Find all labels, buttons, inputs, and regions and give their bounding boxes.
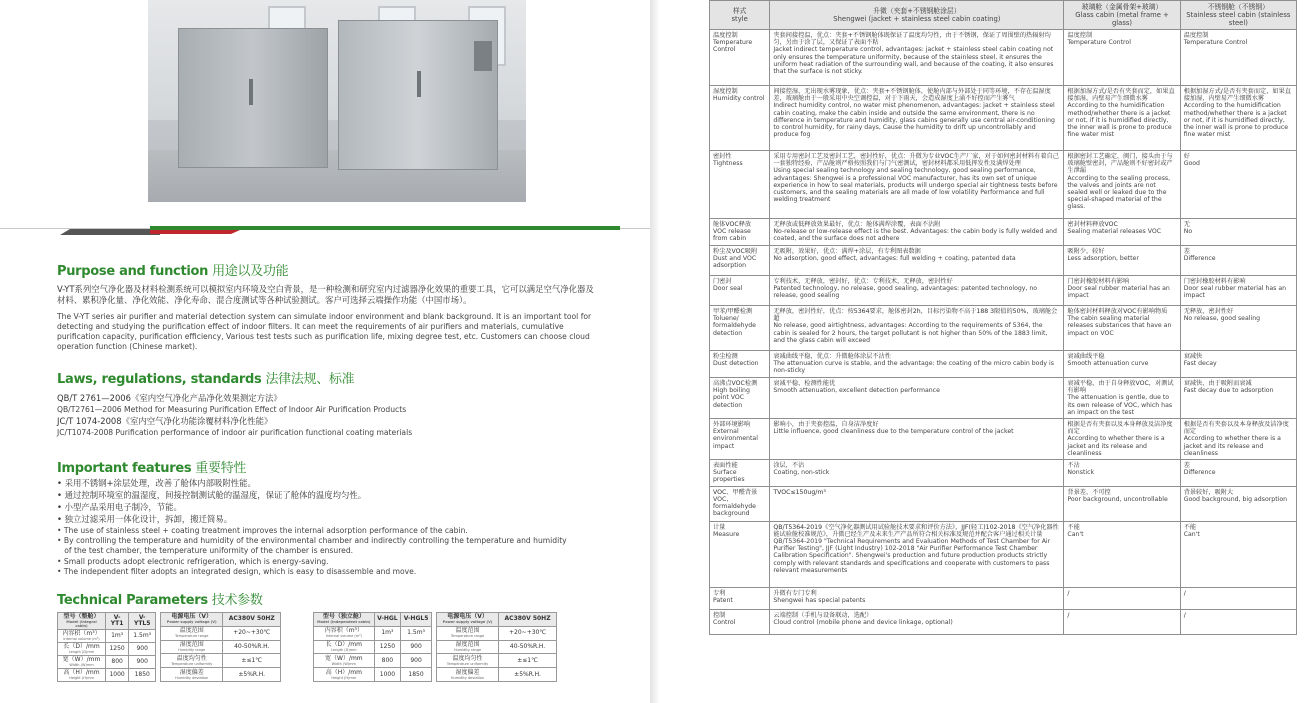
row-stainless-cell: 衰减快，由于吸附而衰减 Fast decay due to adsorption bbox=[1180, 378, 1296, 419]
row-style-cell: 表面性能 Surface properties bbox=[710, 460, 770, 487]
table-cell: 1.5m³ bbox=[129, 630, 156, 643]
row-glass-cell: 背景差，不可控 Poor background, uncontrollable bbox=[1064, 486, 1180, 521]
features-title-zh: 重要特性 bbox=[195, 461, 247, 476]
row-style-cell: 粉尘检测 Dust detection bbox=[710, 351, 770, 378]
table-cell: 长（D）/mm Length (D)mm bbox=[58, 643, 106, 656]
row-style-cell: 甲苯/甲醛检测 Toluene/ formaldehyde detection bbox=[710, 306, 770, 351]
table-row bbox=[58, 630, 156, 643]
laws-title-zh: 法律法规、标准 bbox=[265, 372, 355, 387]
table-row bbox=[710, 30, 1297, 86]
table-cell: ±5%R.H. bbox=[499, 668, 557, 682]
table-row bbox=[710, 86, 1297, 151]
photo-chamber-left bbox=[178, 28, 328, 168]
table-row bbox=[58, 643, 156, 656]
table-cell: 湿度范围 Humidity range bbox=[161, 640, 223, 654]
table-cell: 温度范围 Temperature range bbox=[437, 626, 499, 640]
row-stainless-cell: 差 Difference bbox=[1180, 460, 1296, 487]
table-cell: 800 bbox=[106, 656, 129, 669]
row-glass-cell: 根据密封工艺确定，阀门，接头由于与玻璃舱壁密封，产品舱则不好密封或产生泄漏 According to the sealing process, the valves and joints are not sealed well or leaked due to the special-shaped material of the glass. bbox=[1064, 151, 1180, 219]
table-cell: 900 bbox=[129, 643, 156, 656]
row-shengwei-cell: 无释放，密封性好，优点：按5364要求，舱体密封2h，目标污染物不高于188 3限值的50%，玻璃舱会超 No release, good airtightness, advantages: According to the requirements of 5364, the cabin is sealed for 2 hours, the target pollutant is not higher than 50% of the 1883 limit, and the glass cabin will exceed bbox=[770, 306, 1064, 351]
table-row bbox=[58, 656, 156, 669]
row-glass-cell: 温度控制 Temperature Control bbox=[1064, 30, 1180, 86]
features-title-en: Important features bbox=[57, 461, 192, 476]
purpose-title-en: Purpose and function bbox=[57, 264, 209, 279]
row-stainless-cell: / bbox=[1180, 587, 1296, 609]
laws-line: JC/T 1074-2008《室内空气净化功能涂覆材料净化性能》 bbox=[57, 416, 273, 426]
table-cell: 1m³ bbox=[106, 630, 129, 643]
row-style-cell: 湿度控制 Humidity control bbox=[710, 86, 770, 151]
laws-line: QB/T 2761—2006《室内空气净化产品净化效果测定方法》 bbox=[57, 393, 282, 403]
table-row bbox=[437, 668, 557, 682]
table-row bbox=[710, 609, 1297, 634]
header-shengwei: 升微（夹套+不锈钢舱涂层） Shengwei (jacket + stainless steel cabin coating) bbox=[770, 1, 1064, 30]
table-row bbox=[710, 246, 1297, 276]
table-cell: 电源电压（V） Power supply voltage (V) bbox=[161, 613, 223, 627]
row-shengwei-cell: 夹套间接控温，优点：夹套+不锈钢舱体既保证了温度均匀性，由于不锈钢，保证了周围壁的热辐射均匀，另由于涂了层，又保证了表面不粘 Jacket indirect temperature control, advantages: jacket + stainless steel cabin coating not only ensures the temperature uniformity, because of the stainless steel, it ensures the uniform heat radiation of the surrounding wall, and because of the coating, it also ensures that the surface is not sticky. bbox=[770, 30, 1064, 86]
row-glass-cell: 门密封橡胶材料有影响 Door seal rubber material has an impact bbox=[1064, 276, 1180, 306]
table-cell: ±5%R.H. bbox=[223, 668, 281, 682]
table-cell: 40-50%R.H. bbox=[499, 640, 557, 654]
params-title-en: Technical Parameters bbox=[57, 593, 208, 608]
row-glass-cell: 不能 Can't bbox=[1064, 521, 1180, 587]
params-table-env-independent bbox=[436, 612, 557, 682]
row-stainless-cell: 温度控制 Temperature Control bbox=[1180, 30, 1296, 86]
row-glass-cell: / bbox=[1064, 609, 1180, 634]
table-cell: 1850 bbox=[129, 669, 156, 682]
table-cell: AC380V 50HZ bbox=[223, 613, 281, 627]
strip-red bbox=[150, 230, 240, 234]
laws-title bbox=[57, 368, 354, 387]
table-cell: 温度均匀性 Temperature uniformity bbox=[161, 654, 223, 668]
comparison-table-body bbox=[710, 30, 1297, 635]
table-cell: 湿度偏差 Humidity deviation bbox=[161, 668, 223, 682]
table-cell: +20~+30℃ bbox=[223, 626, 281, 640]
table-cell: 湿度偏差 Humidity deviation bbox=[437, 668, 499, 682]
photo-control-panel bbox=[474, 41, 492, 71]
row-shengwei-cell: 采用专用密封工艺及密封工艺，密封性好，优点：升微为专业VOC生产厂家，对于如何密封材料有着自己一套独特经验，产品舱则严格按照我们与门气密测试，密封材料都采用低挥发性及满焊处理 Using special sealing technology and sealing technology, good sealing performance, advantages: Shengwei is a professional VOC manufacturer, has its own set of unique experience in how to seal materials, products will undergo special air tightness tests before customers, and the sealing materials are all made of low volatility Performance and full welding treatment bbox=[770, 151, 1064, 219]
row-stainless-cell: 衰减快 Fast decay bbox=[1180, 351, 1296, 378]
table-cell: 宽（W）/mm Width (W)mm bbox=[58, 656, 106, 669]
table-row bbox=[313, 640, 431, 654]
row-glass-cell: / bbox=[1064, 587, 1180, 609]
row-glass-cell: 根据加湿方式/是否有夹套而定，如果直接加湿，内壁易产生细微水雾 According to the humidification method/whether there is a jacket or not, if it is humidified directly, the inner wall is prone to produce fine water mist bbox=[1064, 86, 1180, 151]
params-spacer bbox=[285, 612, 309, 682]
row-style-cell: 外部环境影响 External environmental impact bbox=[710, 419, 770, 460]
table-cell: V-YT1 bbox=[106, 613, 129, 630]
right-page bbox=[655, 0, 1305, 703]
table-row bbox=[161, 613, 281, 627]
table-cell: 1.5m³ bbox=[401, 626, 432, 640]
table-row bbox=[437, 613, 557, 627]
table-cell: 型号（整舱） Model (Integral cabin) bbox=[58, 613, 106, 630]
row-shengwei-cell: 无释放或低释放效果最好，优点：舱体满焊涂覆，表面不沾附 No-release or low-release effect is the best. Advantages: the cabin body is fully welded and coated, and the surface does not adhere bbox=[770, 219, 1064, 246]
row-glass-cell: 不沾 Nonstick bbox=[1064, 460, 1180, 487]
table-cell: 宽（W）/mm Width (W)mm bbox=[313, 654, 374, 668]
row-shengwei-cell: 涂层，不沾 Coating, non-stick bbox=[770, 460, 1064, 487]
feature-line: • 小型产品采用电子制冷，节能。 bbox=[57, 502, 182, 512]
table-cell: 1850 bbox=[401, 668, 432, 682]
table-cell: 温度范围 Temperature range bbox=[161, 626, 223, 640]
row-shengwei-cell: 衰减曲线平稳，优点：升微舱体涂层不沾性 The attenuation curve is stable, and the advantage: the coating of the micro cabin body is non-sticky bbox=[770, 351, 1064, 378]
table-cell: 40-50%R.H. bbox=[223, 640, 281, 654]
feature-line: • The use of stainless steel + coating treatment improves the internal adsorption performance of the cabin. bbox=[57, 526, 468, 535]
row-stainless-cell: 差 Difference bbox=[1180, 246, 1296, 276]
table-row bbox=[437, 640, 557, 654]
table-cell: 900 bbox=[129, 656, 156, 669]
feature-line: of the test chamber, the temperature uniformity of the chamber is ensured. bbox=[57, 546, 354, 555]
table-row bbox=[161, 668, 281, 682]
row-glass-cell: 吸附少，较好 Less adsorption, better bbox=[1064, 246, 1180, 276]
table-row bbox=[313, 654, 431, 668]
row-shengwei-cell: 专利技术，无释放，密封好，优点：专利技术，无释放，密封性好 Patented technology, no release, good sealing, advantages: patented technology, no release, good sealing bbox=[770, 276, 1064, 306]
row-glass-cell: 根据是否有夹套以及本身释放及洁净度而定 According to whether there is a jacket and its release and cleanliness bbox=[1064, 419, 1180, 460]
table-row bbox=[710, 378, 1297, 419]
row-style-cell: 密封性 Tightness bbox=[710, 151, 770, 219]
params-tables bbox=[57, 612, 557, 682]
row-stainless-cell: 无释放，密封性好 No release, good sealing bbox=[1180, 306, 1296, 351]
table-cell: 温度均匀性 Temperature uniformity bbox=[437, 654, 499, 668]
table-row bbox=[710, 460, 1297, 487]
table-cell: 1000 bbox=[106, 669, 129, 682]
row-style-cell: 控制 Control bbox=[710, 609, 770, 634]
table-cell: 1000 bbox=[374, 668, 400, 682]
row-stainless-cell: 无 No bbox=[1180, 219, 1296, 246]
row-style-cell: 专利 Patent bbox=[710, 587, 770, 609]
table-cell: V-YTL5 bbox=[129, 613, 156, 630]
row-shengwei-cell: 无吸附，效果好，优点：满焊+涂层，有专利图表数据 No adsorption, good effect, advantages: full welding + coating, patented data bbox=[770, 246, 1064, 276]
row-style-cell: 门密封 Door seal bbox=[710, 276, 770, 306]
header-stainless-cabin: 不锈钢舱（不锈钢） Stainless steel cabin (stainless steel) bbox=[1180, 1, 1296, 30]
table-row bbox=[437, 654, 557, 668]
table-cell: 内容积（m³） Internal volume (m³) bbox=[58, 630, 106, 643]
row-glass-cell: 衰减曲线平稳 Smooth attenuation curve bbox=[1064, 351, 1180, 378]
row-style-cell: 计量 Measure bbox=[710, 521, 770, 587]
table-cell: V-HGL bbox=[374, 613, 400, 627]
row-shengwei-cell: TVOC≤150ug/m³ bbox=[770, 486, 1064, 521]
table-cell: 1m³ bbox=[374, 626, 400, 640]
feature-line: • By controlling the temperature and humidity of the environmental chamber and indirectly controlling the temperature and humidity bbox=[57, 536, 567, 545]
row-stainless-cell: / bbox=[1180, 609, 1296, 634]
table-cell: 900 bbox=[401, 640, 432, 654]
row-shengwei-cell: 衰减平稳，检测性能优 Smooth attenuation, excellent detection performance bbox=[770, 378, 1064, 419]
table-cell: 高（H）/mm Height (H)mm bbox=[313, 668, 374, 682]
row-style-cell: VOC、甲醛背景 VOC, formaldehyde background bbox=[710, 486, 770, 521]
params-title-zh: 技术参数 bbox=[211, 593, 263, 608]
table-row bbox=[710, 276, 1297, 306]
table-row bbox=[313, 626, 431, 640]
params-table-integral bbox=[57, 612, 156, 682]
params-title bbox=[57, 589, 263, 608]
photo-handle bbox=[249, 79, 253, 105]
purpose-body-zh: V-YT系列空气净化器及材料检测系统可以模拟室内环境及空白背景，是一种检测和研究室内过滤器净化效果的重要工具，它可以满足空气净化器及材料、累积净化量、净化效能、净化寿命、混合度测试等各种试验测试。客户可选择云端操作功能（中国市场）。 bbox=[57, 284, 594, 305]
row-style-cell: 舱体VOC释放 VOC release from cabin bbox=[710, 219, 770, 246]
table-cell: ±≤1℃ bbox=[223, 654, 281, 668]
table-cell: 800 bbox=[374, 654, 400, 668]
purpose-title bbox=[57, 260, 288, 279]
table-row bbox=[161, 626, 281, 640]
table-cell: 长（D）/mm Length (D)mm bbox=[313, 640, 374, 654]
table-row bbox=[710, 587, 1297, 609]
table-cell: 1250 bbox=[106, 643, 129, 656]
row-shengwei-cell: QB/T5364-2019《空气净化器测试用试验舱技术要求和评价方法》，JJF(轻工)102-2018《空气净化器性能试验舱校准规范》，升微已经生产及未来生产产品所符合相关标准及规范并配合客户通过相关计量 QB/T5364-2019 "Technical Requirements and Evaluation Methods of Test Chamber for Air Purifier Testing", JJF (Light Industry) 102-2018 "Air Purifier Performance Test Chamber Calibration Specification". Shengwei's production and future production products strictly comply with relevant standards and specifications and cooperate with customers to pass relevant measurements bbox=[770, 521, 1064, 587]
table-row bbox=[313, 668, 431, 682]
table-row bbox=[710, 521, 1297, 587]
row-glass-cell: 舱体密封材料释放对VOC有影响物质 The cabin sealing material releases substances that have an impact on VOC bbox=[1064, 306, 1180, 351]
laws-line: QB/T2761—2006 Method for Measuring Purification Effect of Indoor Air Purification Products bbox=[57, 405, 407, 414]
feature-line: • 采用不锈钢+涂层处理，改善了舱体内部吸附性能。 bbox=[57, 478, 256, 488]
strip-green bbox=[150, 226, 620, 230]
row-shengwei-cell: 间接控湿，无出现水雾现象，优点：夹套+不锈钢舱体，使舱内部与外部处于同等环境，不存在温湿度差，玻璃舱由于一般采用中央空调控温，对于下雨天，会造成湿度上涌不好控而产生雾气 Indirect humidity control, no water mist phenomenon, advantages: jacket + stainless steel cabin coating, make the cabin inside and outside the same environment, there is no difference in temperature and humidity, glass cabins generally use central air-conditioning to control humidity, for rainy days, Cause the humidity to drift up uncontrollably and produce fog bbox=[770, 86, 1064, 151]
strip-dark bbox=[60, 229, 160, 235]
laws-line: JC/T1074-2008 Purification performance of indoor air purification functional coating materials bbox=[57, 428, 413, 437]
row-style-cell: 粉尘及VOC吸附 Dust and VOC adsorption bbox=[710, 246, 770, 276]
feature-line: • The independent filter adopts an integrated design, which is easy to disassemble and move. bbox=[57, 567, 417, 576]
photo-chamber-right bbox=[338, 20, 498, 170]
table-cell: 高（H）/mm Height (H)mm bbox=[58, 669, 106, 682]
table-cell: ±≤1℃ bbox=[499, 654, 557, 668]
photo-handle bbox=[417, 71, 421, 97]
table-row bbox=[437, 626, 557, 640]
table-row bbox=[710, 419, 1297, 460]
features-title bbox=[57, 457, 246, 476]
row-stainless-cell: 背景较好，吸附大 Good background, big adsorption bbox=[1180, 486, 1296, 521]
row-style-cell: 高沸点VOC检测 High boiling point VOC detection bbox=[710, 378, 770, 419]
table-cell: V-HGL5 bbox=[401, 613, 432, 627]
row-stainless-cell: 不能 Can't bbox=[1180, 521, 1296, 587]
row-stainless-cell: 门密封橡胶材料有影响 Door seal rubber material has an impact bbox=[1180, 276, 1296, 306]
table-row bbox=[710, 219, 1297, 246]
table-cell: 1250 bbox=[374, 640, 400, 654]
table-cell: 900 bbox=[401, 654, 432, 668]
params-table-env-integral bbox=[160, 612, 281, 682]
row-stainless-cell: 根据加湿方式/是否有夹套而定，如果直接加湿，内壁易产生细微水雾 According to the humidification method/whether there is a jacket or not, if it is humidified directly, the inner wall is prone to produce fine water mist bbox=[1180, 86, 1296, 151]
row-stainless-cell: 根据是否有夹套以及本身释放及洁净度而定 According to whether there is a jacket and its release and cleanliness bbox=[1180, 419, 1296, 460]
purpose-title-zh: 用途以及功能 bbox=[212, 264, 289, 279]
row-style-cell: 温度控制 Temperature Control bbox=[710, 30, 770, 86]
chamber-photo bbox=[148, 0, 526, 202]
table-cell: AC380V 50HZ bbox=[499, 613, 557, 627]
row-shengwei-cell: 影响小，由于夹套控温，自身洁净度好 Little influence, good cleanliness due to the temperature control of the jacket bbox=[770, 419, 1064, 460]
table-row bbox=[313, 613, 431, 627]
row-shengwei-cell: 升微有专门专利 Shengwei has special patents bbox=[770, 587, 1064, 609]
table-cell: 湿度范围 Humidity range bbox=[437, 640, 499, 654]
table-row bbox=[710, 306, 1297, 351]
table-cell: +20~+30℃ bbox=[499, 626, 557, 640]
table-row bbox=[710, 151, 1297, 219]
table-row bbox=[161, 654, 281, 668]
params-table-independent bbox=[313, 612, 432, 682]
header-style: 样式 style bbox=[710, 1, 770, 30]
table-cell: 电源电压（V） Power supply voltage (V) bbox=[437, 613, 499, 627]
page-gutter bbox=[650, 0, 660, 703]
table-row bbox=[161, 640, 281, 654]
table-cell: 内容积（m³） Internal volume (m³) bbox=[313, 626, 374, 640]
table-cell: 型号（独立舱） Model (Independent cabin) bbox=[313, 613, 374, 627]
row-shengwei-cell: 云端控制（手机与设备联动，选配） Cloud control (mobile phone and device linkage, optional) bbox=[770, 609, 1064, 634]
comparison-table bbox=[709, 0, 1297, 635]
laws-title-en: Laws, regulations, standards bbox=[57, 372, 262, 387]
header-glass-cabin: 玻璃舱（金属骨架+玻璃） Glass cabin (metal frame + glass) bbox=[1064, 1, 1180, 30]
feature-line: • 独立过滤采用一体化设计，拆卸，搬迁简易。 bbox=[57, 514, 233, 524]
row-stainless-cell: 好 Good bbox=[1180, 151, 1296, 219]
feature-line: • 通过控制环境室的温湿度，间接控制测试舱的温湿度，保证了舱体的温度均匀性。 bbox=[57, 490, 367, 500]
table-row bbox=[710, 351, 1297, 378]
decorative-strip bbox=[0, 226, 655, 236]
purpose-body-en: The V-YT series air purifier and material detection system can simulate indoor environment and blank background. It is an important tool for detecting and studying the purification effect of indoor filters. It can meet the requirements of air purifiers and materials, cumulative purification capacity, purification efficiency, Various test tests such as purification life, mixing degree test, etc. Customers can choose cloud operation function (Chinese market). bbox=[57, 312, 592, 351]
row-glass-cell: 衰减平稳，由于自身释放VOC，对测试有影响 The attenuation is gentle, due to its own release of VOC, which has an impact on the test bbox=[1064, 378, 1180, 419]
table-header-row bbox=[710, 1, 1297, 30]
table-row bbox=[58, 669, 156, 682]
feature-line: • Small products adopt electronic refrigeration, which is energy-saving. bbox=[57, 557, 329, 566]
table-row bbox=[58, 613, 156, 630]
table-row bbox=[710, 486, 1297, 521]
row-glass-cell: 密封材料释放VOC Sealing material releases VOC bbox=[1064, 219, 1180, 246]
